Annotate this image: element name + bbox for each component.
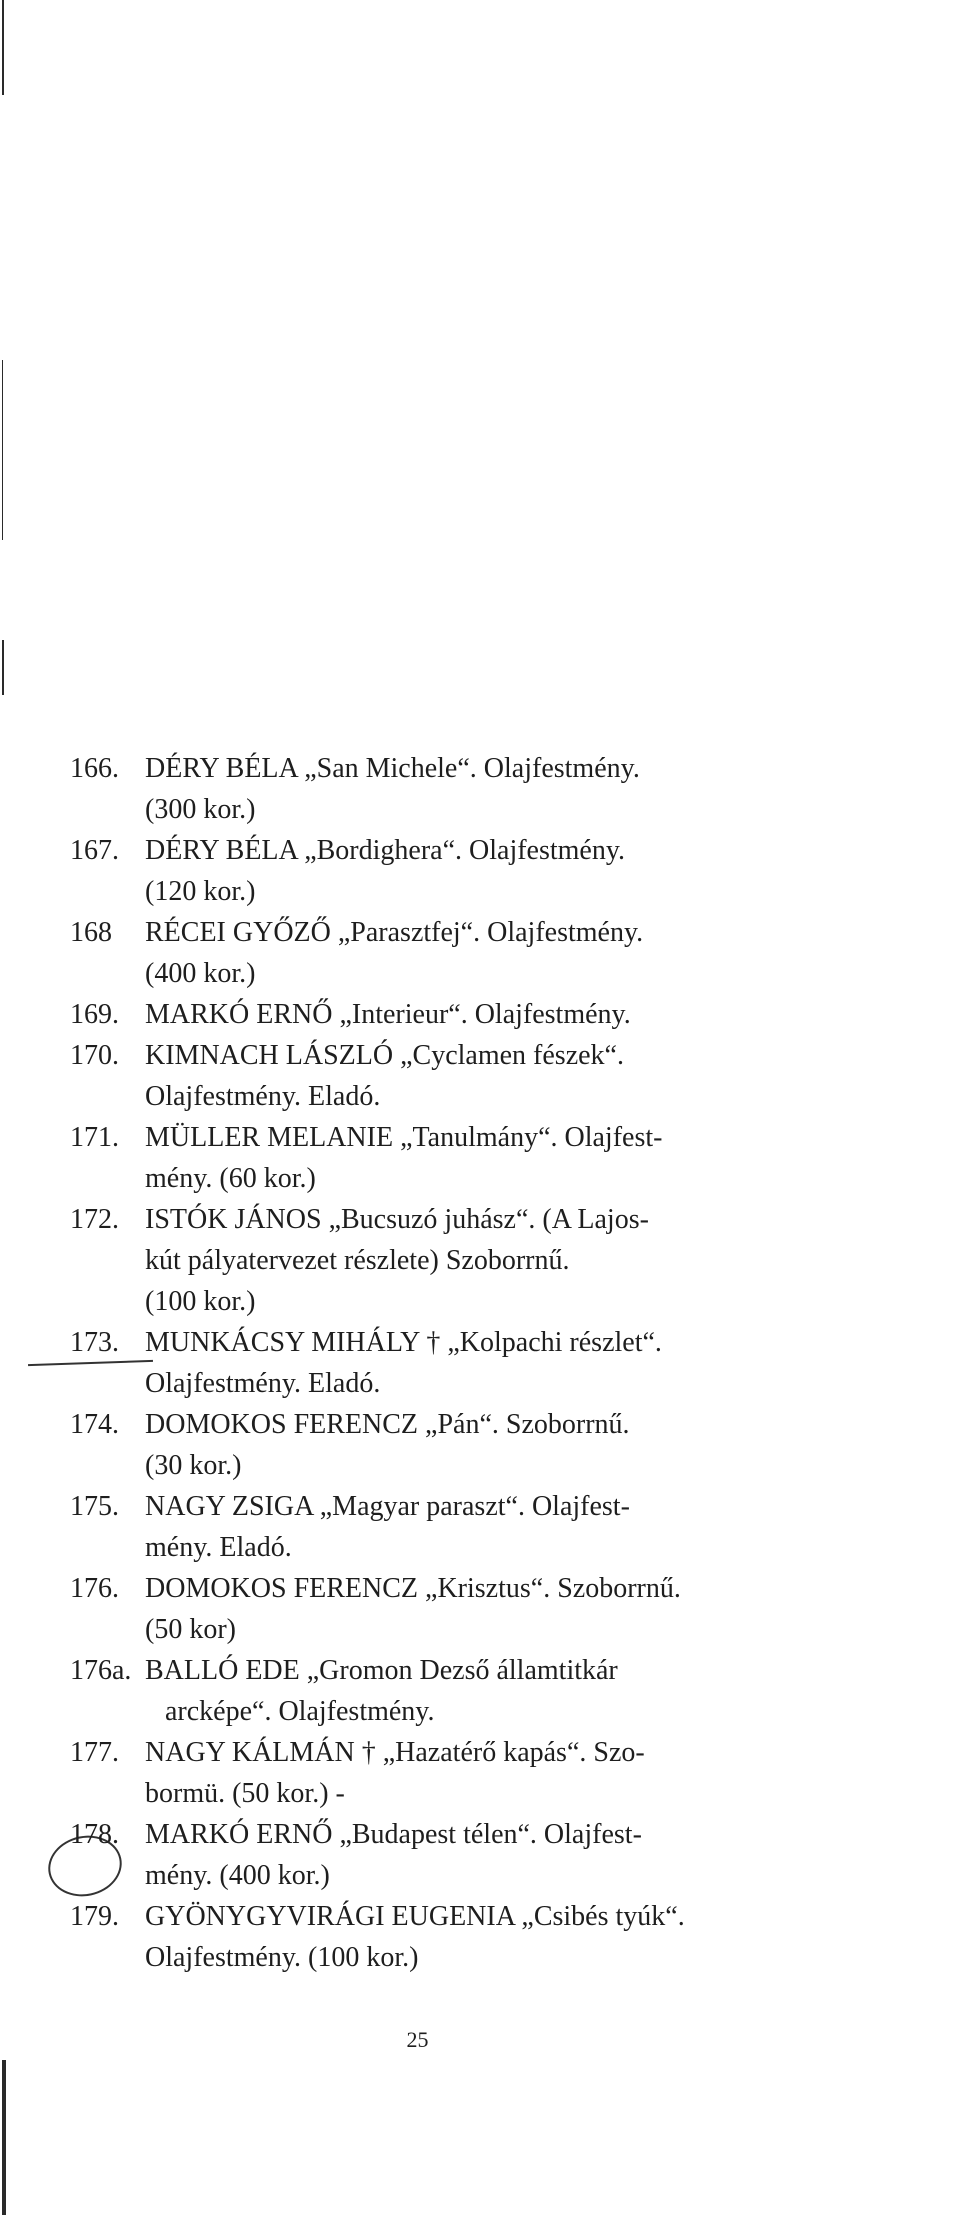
list-item xyxy=(70,1486,760,1568)
list-item xyxy=(70,912,760,994)
list-item xyxy=(70,830,760,912)
entry-text: BALLÓ EDE „Gromon Dezső államtitkár xyxy=(145,1655,618,1686)
entry-text: MARKÓ ERNŐ „Budapest télen“. Olajfest- xyxy=(145,1819,642,1850)
scan-edge-mark xyxy=(2,0,4,95)
entry-text: (300 kor.) xyxy=(145,794,256,825)
entry-text: arcképe“. Olajfestmény. xyxy=(165,1696,435,1727)
entry-number: 176a. xyxy=(70,1655,132,1686)
entry-text: DOMOKOS FERENCZ „Krisztus“. Szoborrnű. xyxy=(145,1573,681,1604)
entry-text: DOMOKOS FERENCZ „Pán“. Szoborrnű. xyxy=(145,1409,630,1440)
entry-text: Olajfestmény. (100 kor.) xyxy=(145,1942,419,1973)
entry-number: 166. xyxy=(70,753,119,784)
list-item xyxy=(70,1117,760,1199)
entry-number: 174. xyxy=(70,1409,119,1440)
entry-text: ISTÓK JÁNOS „Bucsuzó juhász“. (A Lajos- xyxy=(145,1204,649,1235)
entry-number: 176. xyxy=(70,1573,119,1604)
list-item xyxy=(70,1404,760,1486)
entry-text: Olajfestmény. Eladó. xyxy=(145,1368,381,1399)
catalog-list xyxy=(70,748,760,1978)
entry-text: (30 kor.) xyxy=(145,1450,242,1481)
list-item xyxy=(70,1035,760,1117)
entry-text: DÉRY BÉLA „Bordighera“. Olajfestmény. xyxy=(145,835,626,866)
entry-text: (50 kor) xyxy=(145,1614,236,1645)
entry-text: NAGY ZSIGA „Magyar paraszt“. Olajfest- xyxy=(145,1491,630,1522)
entry-number: 179. xyxy=(70,1901,119,1932)
entry-number: 167. xyxy=(70,835,119,866)
entry-text: NAGY KÁLMÁN † „Hazatérő kapás“. Szo- xyxy=(145,1737,645,1768)
page-number: 25 xyxy=(406,2027,429,2052)
entry-text: mény. (400 kor.) xyxy=(145,1860,330,1891)
entry-text: KIMNACH LÁSZLÓ „Cyclamen fészek“. xyxy=(145,1040,624,1071)
entry-text: MÜLLER MELANIE „Tanulmány“. Olajfest- xyxy=(145,1122,663,1153)
entry-text: (100 kor.) xyxy=(145,1286,256,1317)
scan-edge-mark xyxy=(2,640,4,695)
list-item xyxy=(70,748,760,830)
entry-text: (400 kor.) xyxy=(145,958,256,989)
list-item xyxy=(70,1732,760,1814)
entry-text: RÉCEI GYŐZŐ „Parasztfej“. Olajfestmény. xyxy=(145,917,644,948)
scan-edge-mark xyxy=(2,2060,6,2215)
entry-text: (120 kor.) xyxy=(145,876,256,907)
entry-number: 175. xyxy=(70,1491,119,1522)
entry-number: 177. xyxy=(70,1737,119,1768)
list-item xyxy=(70,1568,760,1650)
entry-number: 171. xyxy=(70,1122,119,1153)
entry-text: bormü. (50 kor.) - xyxy=(145,1778,345,1809)
list-item xyxy=(70,1896,760,1978)
entry-text: MUNKÁCSY MIHÁLY † „Kolpachi részlet“. xyxy=(145,1327,662,1358)
entry-number: 178. xyxy=(70,1819,119,1850)
list-item xyxy=(70,1650,760,1732)
entry-text: mény. Eladó. xyxy=(145,1532,292,1563)
entry-text: Olajfestmény. Eladó. xyxy=(145,1081,381,1112)
scan-edge-mark xyxy=(2,360,3,540)
entry-number: 172. xyxy=(70,1204,119,1235)
entry-number: 170. xyxy=(70,1040,119,1071)
entry-text: MARKÓ ERNŐ „Interieur“. Olajfestmény. xyxy=(145,999,631,1030)
list-item xyxy=(70,1322,760,1404)
list-item xyxy=(70,1199,760,1322)
entry-text: mény. (60 kor.) xyxy=(145,1163,316,1194)
list-item xyxy=(70,1814,760,1896)
entry-text: GYÖNYGYVIRÁGI EUGENIA „Csibés tyúk“. xyxy=(145,1901,685,1932)
entry-number: 168 xyxy=(70,917,112,948)
entry-text: DÉRY BÉLA „San Michele“. Olajfestmény. xyxy=(145,753,640,784)
list-item xyxy=(70,994,760,1035)
entry-text: kút pályatervezet részlete) Szoborrnű. xyxy=(145,1245,570,1276)
entry-number: 169. xyxy=(70,999,119,1030)
entry-number: 173. xyxy=(70,1327,119,1358)
